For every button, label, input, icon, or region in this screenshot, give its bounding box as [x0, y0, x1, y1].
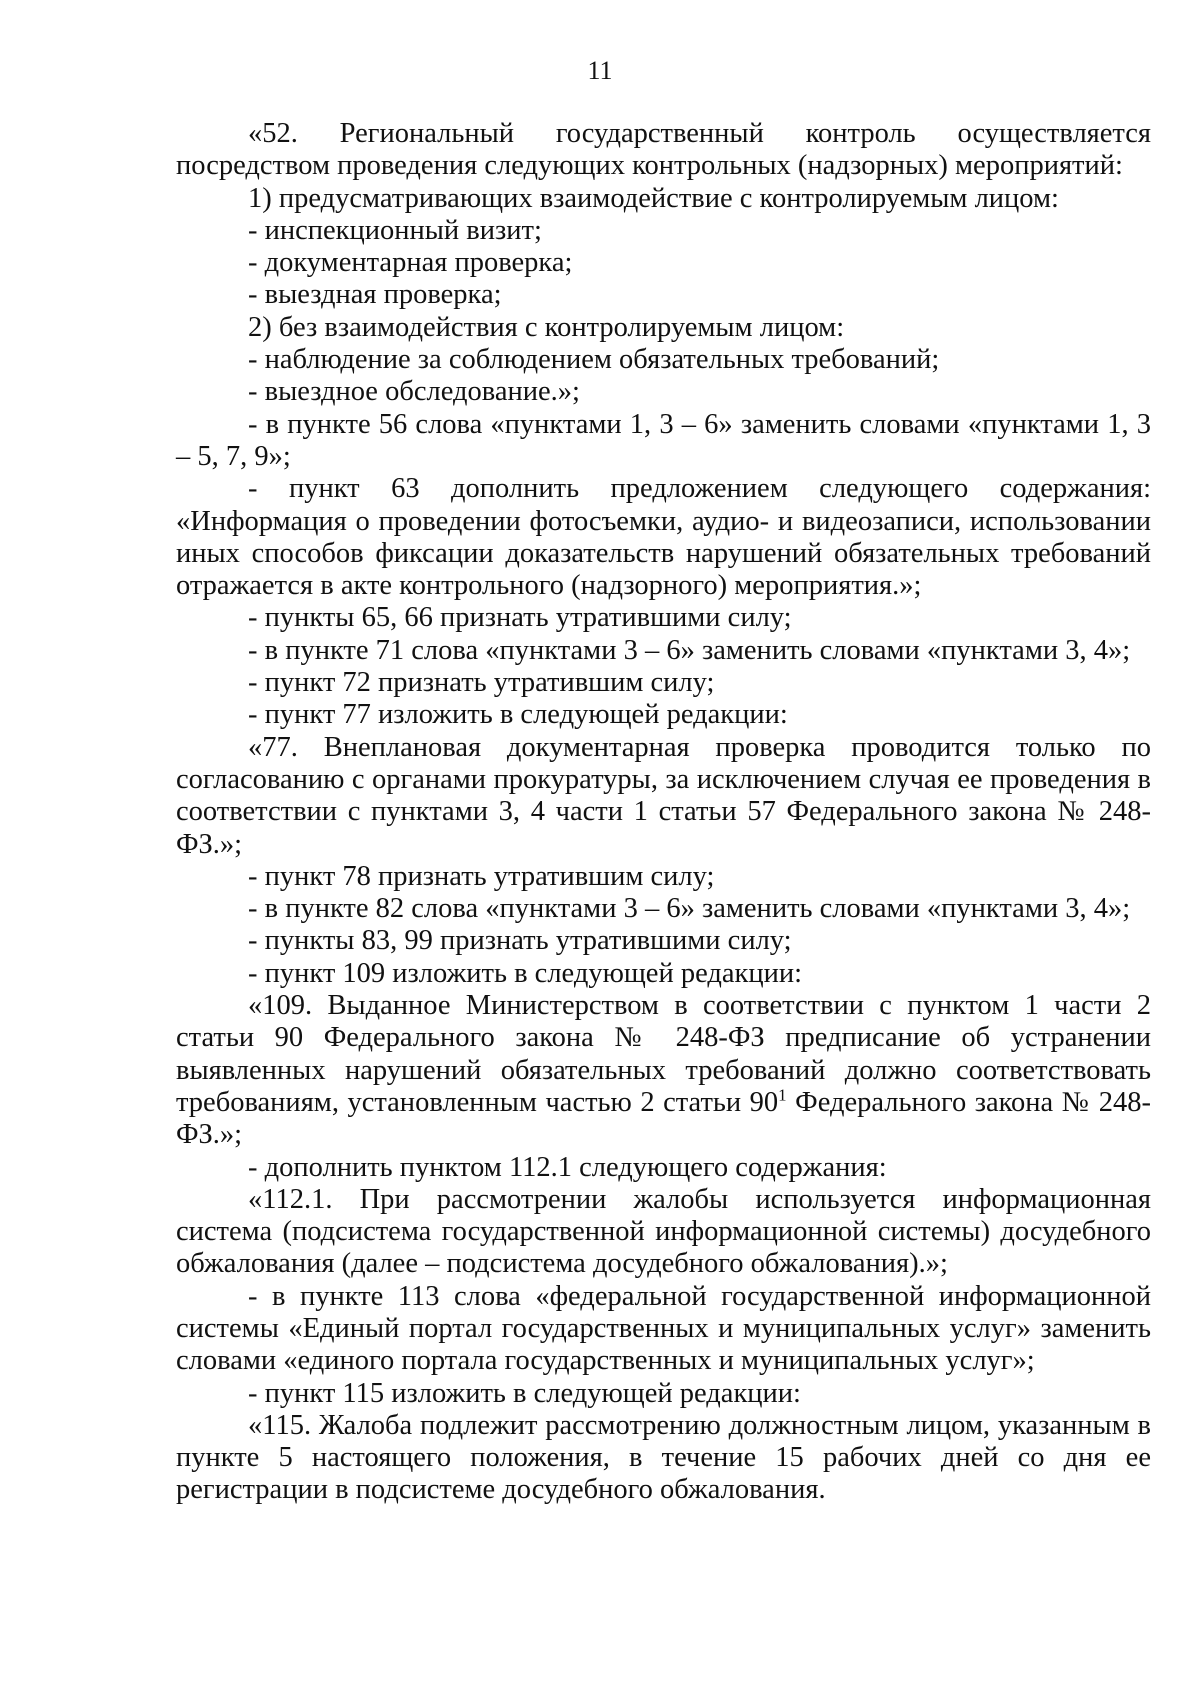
amendment-item: - пункт 115 изложить в следующей редакции:	[248, 1377, 801, 1409]
amendment-item: - пункт 77 изложить в следующей редакции:	[248, 699, 788, 731]
paragraph-109-text: «109. Выданное Министерством в соответствии с пунктом 1 части 2 статьи 90 Федерального закона № 248-ФЗ предписание об устранении выявленных нарушений обязательных требований должно соответствовать требованиям, установленным частью 2 статьи 90	[176, 990, 1151, 1118]
paragraph-109-text-end: Федерального закона № 248-ФЗ.»;	[176, 1086, 1151, 1151]
amendment-item: - пункт 63 дополнить предложением следующего содержания: «Информация о проведении фотосъемки, аудио- и видеозаписи, использовании иных способов фиксации доказательств нарушений обязательных требований отражается в акте контрольного (надзорного) мероприятия.»;	[176, 473, 1151, 602]
amendment-item: - пункт 72 признать утратившим силу;	[248, 667, 715, 699]
list-item: 1) предусматривающих взаимодействие с контролируемым лицом:	[248, 182, 1059, 214]
paragraph-77: «77. Внеплановая документарная проверка проводится только по согласованию с органами прокуратуры, за исключением случая ее проведения в соответствии с пунктами 3, 4 части 1 статьи 57 Федерального закона № 248-ФЗ.»;	[176, 731, 1151, 860]
amendment-item: - пункт 109 изложить в следующей редакции:	[248, 957, 803, 989]
amendment-item: - пункты 65, 66 признать утратившими силу;	[248, 602, 792, 634]
list-item: - документарная проверка;	[248, 247, 573, 279]
amendment-item: - в пункте 82 слова «пунктами 3 – 6» заменить словами «пунктами 3, 4»;	[248, 893, 1131, 925]
list-item: - выездное обследование.»;	[248, 376, 580, 408]
list-item: - выездная проверка;	[248, 279, 502, 311]
paragraph-112-1: «112.1. При рассмотрении жалобы используется информационная система (подсистема государственной информационной системы) досудебного обжалования (далее – подсистема досудебного обжалования).»;	[176, 1183, 1151, 1280]
list-item: - инспекционный визит;	[248, 214, 542, 246]
amendment-item: - пункты 83, 99 признать утратившими силу;	[248, 925, 792, 957]
amendment-item: - в пункте 71 слова «пунктами 3 – 6» заменить словами «пунктами 3, 4»;	[248, 634, 1131, 666]
paragraph-115: «115. Жалоба подлежит рассмотрению должностным лицом, указанным в пункте 5 настоящего положения, в течение 15 рабочих дней со дня ее регистрации в подсистеме досудебного обжалования.	[176, 1409, 1151, 1506]
amendment-item: - в пункте 56 слова «пунктами 1, 3 – 6» заменить словами «пунктами 1, 3 – 5, 7, 9»;	[176, 408, 1151, 472]
amendment-item: - в пункте 113 слова «федеральной государственной информационной системы «Единый портал государственных и муниципальных услуг» заменить словами «единого портала государственных и муниципальных услуг»;	[176, 1280, 1151, 1377]
paragraph-109	[176, 990, 1151, 1151]
amendment-item: - пункт 78 признать утратившим силу;	[248, 860, 715, 892]
list-item: 2) без взаимодействия с контролируемым лицом:	[248, 311, 845, 343]
paragraph-52: «52. Региональный государственный контроль осуществляется посредством проведения следующих контрольных (надзорных) мероприятий:	[176, 118, 1151, 182]
amendment-item: - дополнить пунктом 112.1 следующего содержания:	[248, 1151, 887, 1183]
page-number: 11	[587, 56, 613, 85]
superscript: 1	[778, 1085, 787, 1105]
document-body	[176, 118, 1151, 1507]
list-item: - наблюдение за соблюдением обязательных требований;	[248, 344, 940, 376]
